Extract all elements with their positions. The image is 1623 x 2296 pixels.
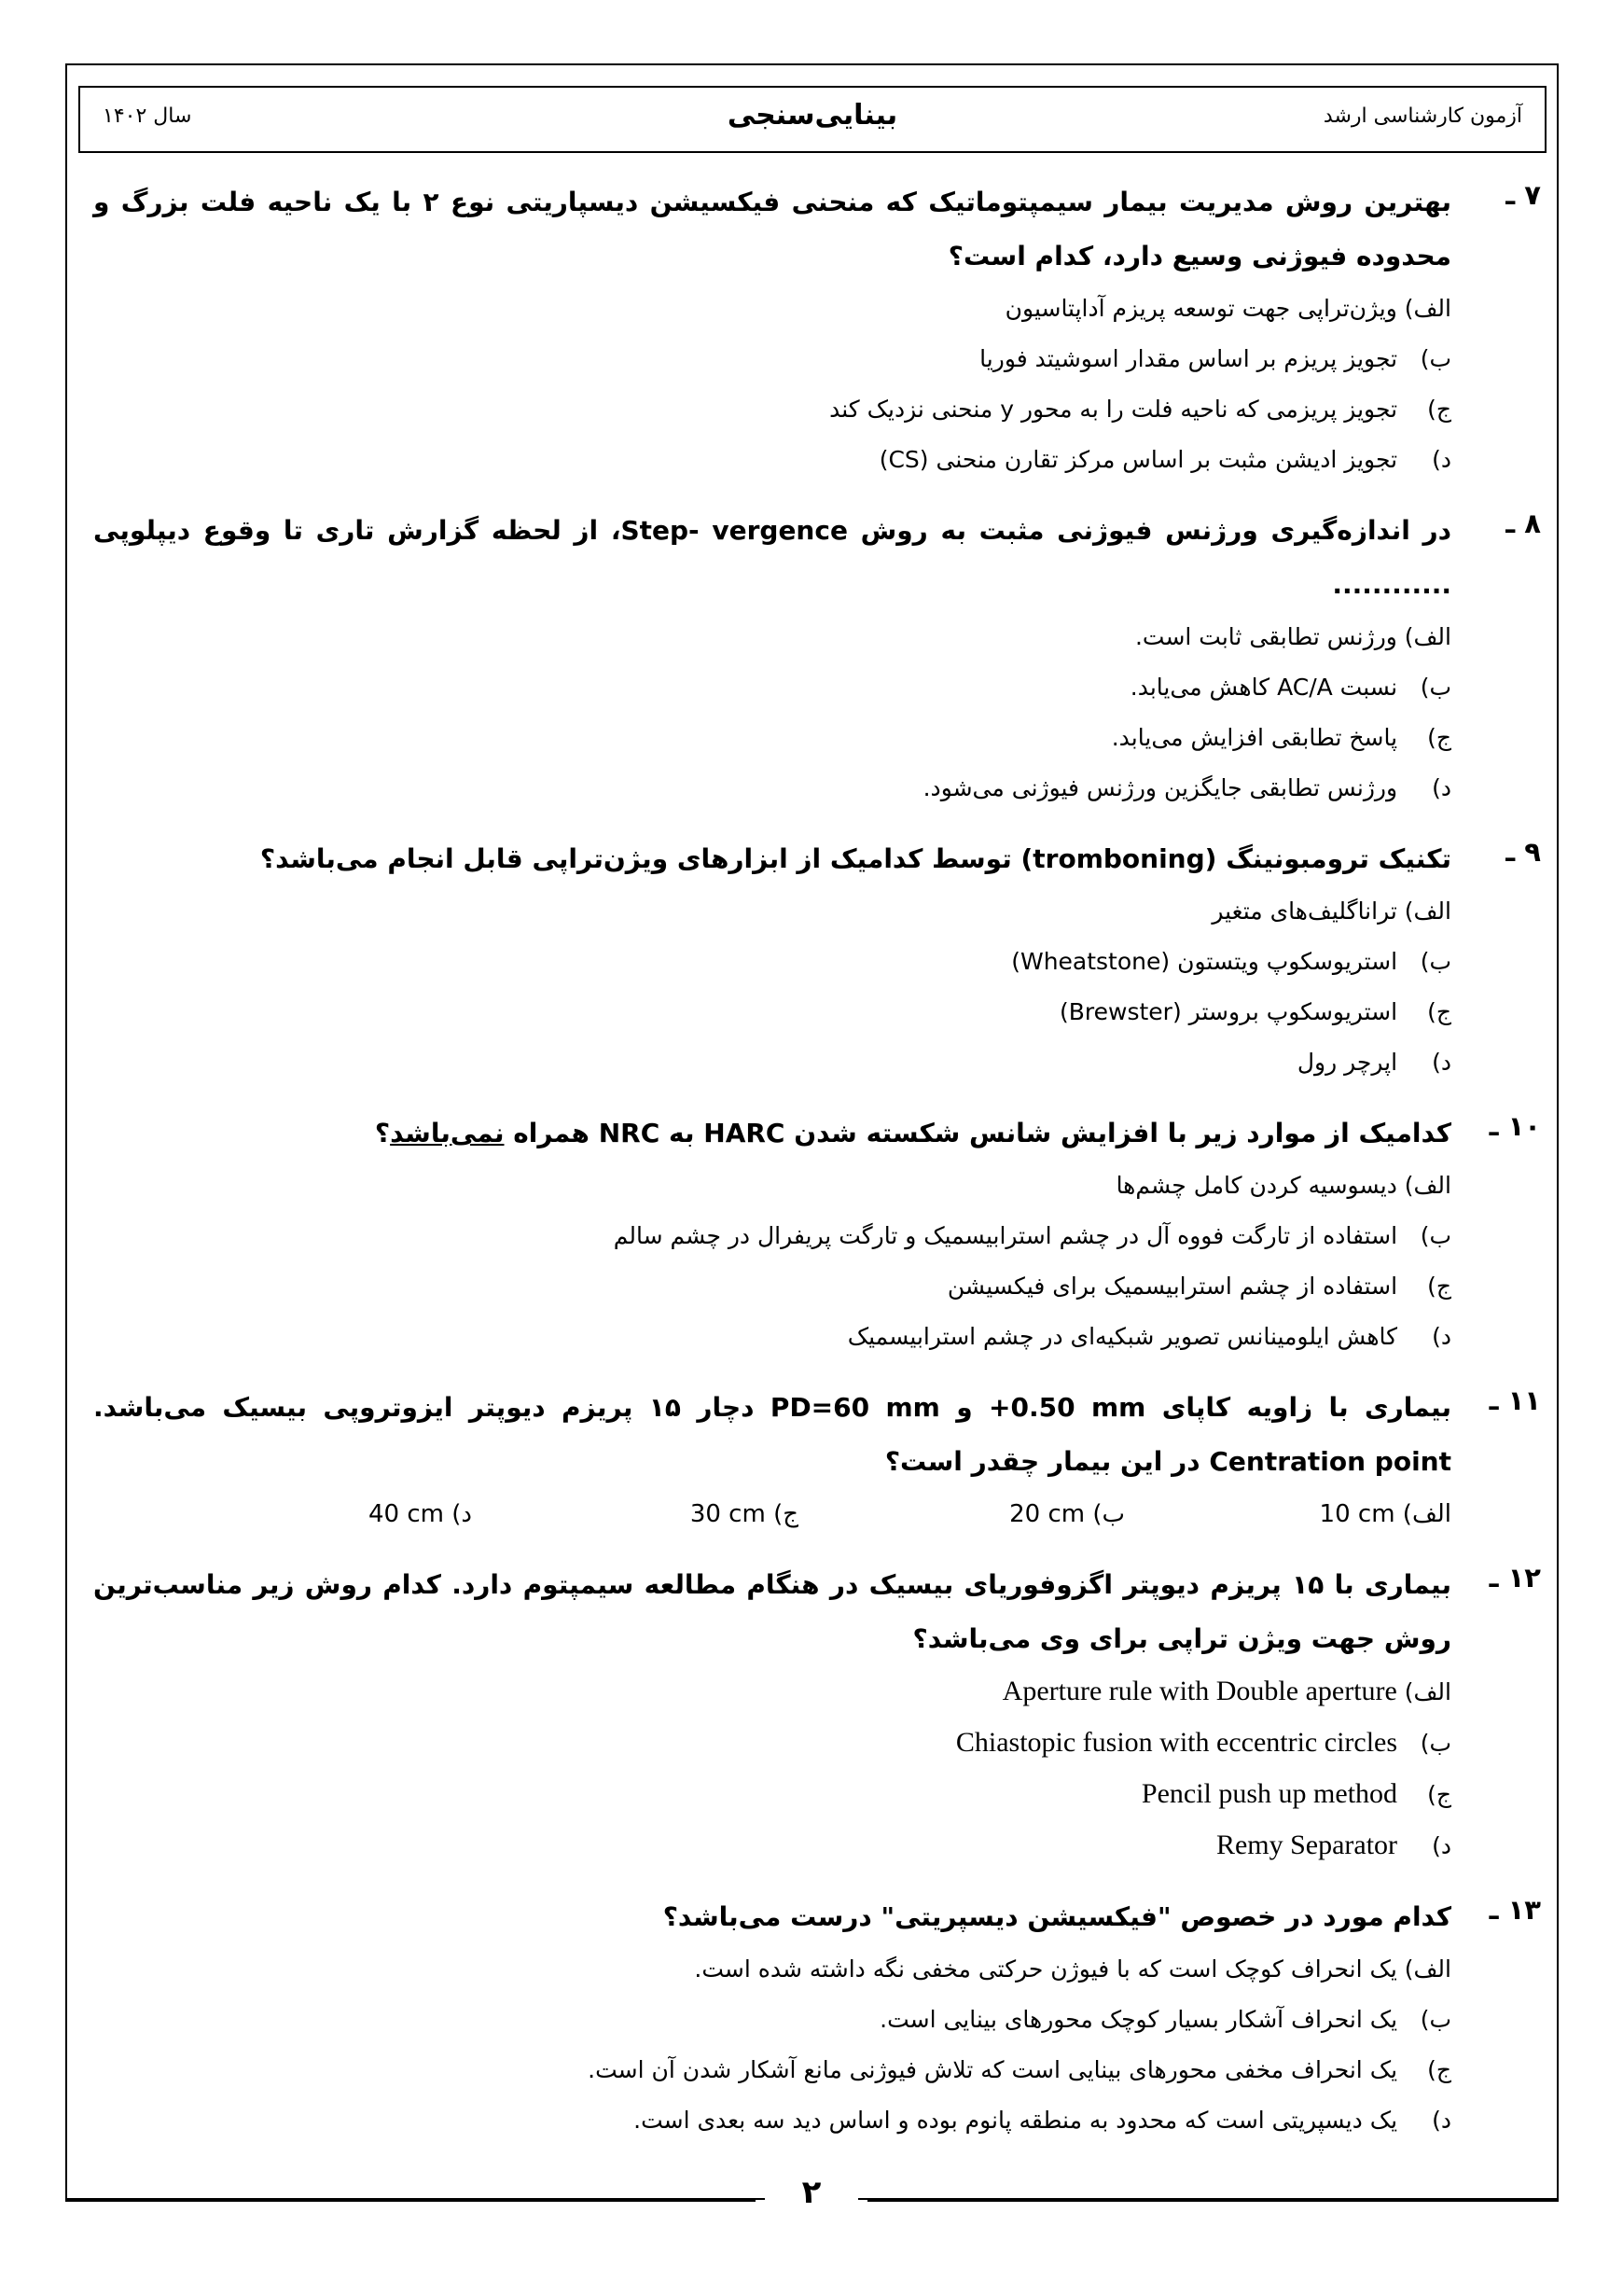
- option-a[interactable]: الف) 10 cm: [1319, 1500, 1451, 1528]
- page-header: [78, 86, 1547, 153]
- option-c[interactable]: ج) استفاده از چشم استرابیسمیک برای فیکسیشن: [947, 1273, 1451, 1300]
- questions-list: [93, 175, 1541, 2164]
- option-b[interactable]: ب) استفاده از تارگت فووه آل در چشم استرابیسمیک و تارگت پریفرال در چشم سالم: [613, 1222, 1451, 1249]
- question-stem: بهترین روش مدیریت بیمار سیمپتوماتیک که منحنی فیکسیشن دیسپاریتی نوع ۲ با یک ناحیه فلت بزرگ و محدوده فیوژنی وسیع دارد، کدام است؟: [93, 187, 1451, 271]
- footer-rule-right: [867, 2200, 1559, 2202]
- option-d[interactable]: د) 40 cm: [368, 1500, 472, 1528]
- option-d[interactable]: د) کاهش ایلومینانس تصویر شبکیه‌ای در چشم استرابیسمیک: [847, 1323, 1451, 1350]
- question-number: ۹ ـ: [1505, 836, 1541, 868]
- underlined-negation: نمی‌باشد: [390, 1118, 505, 1148]
- option-a[interactable]: الف) دیسوسیه کردن کامل چشم‌ها: [1116, 1172, 1451, 1199]
- question-stem: تکنیک ترومبونینگ (tromboning) توسط کدامیک از ابزارهای ویژن‌تراپی قابل انجام می‌باشد؟: [259, 843, 1451, 874]
- exam-title: آزمون کارشناسی ارشد: [1323, 104, 1522, 128]
- option-d[interactable]: د) تجویز ادیشن مثبت بر اساس مرکز تقارن منحنی (CS): [879, 446, 1451, 473]
- option-d[interactable]: د) اپرچر رول: [1297, 1049, 1451, 1076]
- option-a[interactable]: الف) ویژن‌تراپی جهت توسعه پریزم آداپتاسیون: [1005, 295, 1451, 322]
- question-stem: کدامیک از موارد زیر با افزایش شانس شکسته شدن HARC به NRC همراه نمی‌باشد؟: [374, 1118, 1451, 1148]
- question-11: [93, 1381, 1541, 1539]
- page-number: ۲: [765, 2174, 858, 2211]
- exam-year: سال ۱۴۰۲: [103, 104, 192, 128]
- option-c[interactable]: ج) استریوسکوپ بروستر (Brewster): [1060, 998, 1451, 1025]
- options-row: [93, 1489, 1451, 1539]
- question-number: ۱۱ ـ: [1489, 1385, 1541, 1416]
- option-b[interactable]: ب) نسبت AC/A کاهش می‌یابد.: [1130, 674, 1451, 701]
- option-a[interactable]: الف) Aperture rule with Double aperture: [1002, 1676, 1451, 1706]
- option-a[interactable]: الف) یک انحراف کوچک است که با فیوژن حرکتی مخفی نگه داشته شده است.: [694, 1955, 1451, 1983]
- question-8: [93, 504, 1541, 814]
- option-a[interactable]: الف) ورژنس تطابقی ثابت است.: [1134, 623, 1451, 650]
- option-c[interactable]: ج) Pencil push up method: [1141, 1778, 1451, 1809]
- option-c[interactable]: ج) یک انحراف مخفی محورهای بینایی است که تلاش فیوژنی مانع آشکار شدن آن است.: [588, 2056, 1451, 2083]
- question-number: ۱۰ ـ: [1489, 1110, 1541, 1142]
- option-c[interactable]: ج) 30 cm: [689, 1500, 798, 1528]
- question-number: ۷ ـ: [1505, 179, 1541, 211]
- option-b[interactable]: ب) 20 cm: [1009, 1500, 1125, 1528]
- question-stem: بیماری با ۱۵ پریزم دیوپتر اگزوفوریای بیسیک در هنگام مطالعه سیمپتوم دارد. کدام روش زیر مناسب‌ترین روش جهت ویژن تراپی برای وی می‌باشد؟: [93, 1569, 1451, 1654]
- question-10: [93, 1106, 1541, 1362]
- option-c[interactable]: ج) پاسخ تطابقی افزایش می‌یابد.: [1111, 724, 1451, 751]
- question-stem: کدام مورد در خصوص "فیکسیشن دیسپریتی" درست می‌باشد؟: [662, 1901, 1451, 1932]
- option-b[interactable]: ب) تجویز پریزم بر اساس مقدار اسوشیتد فوریا: [979, 345, 1451, 372]
- question-number: ۱۲ ـ: [1489, 1562, 1541, 1593]
- option-a[interactable]: الف) ترانا‌گلیف‌های متغیر: [1212, 898, 1451, 925]
- question-13: [93, 1890, 1541, 2146]
- option-b[interactable]: ب) یک انحراف آشکار بسیار کوچک محورهای بینایی است.: [880, 2006, 1451, 2033]
- question-number: ۸ ـ: [1505, 508, 1541, 539]
- option-d[interactable]: د) Remy Separator: [1215, 1830, 1451, 1860]
- subject-title: بینایی‌سنجی: [727, 99, 898, 132]
- option-b[interactable]: ب) استریوسکوپ ویتستون (Wheatstone): [1011, 948, 1451, 975]
- question-stem: در اندازه‌گیری ورژنس فیوژنی مثبت به روش Step- vergence، از لحظه گزارش تاری تا وقوع دیپلوپی ............: [93, 515, 1451, 600]
- question-12: [93, 1558, 1541, 1872]
- option-d[interactable]: د) یک دیسپریتی است که محدود به منطقه پانوم بوده و اساس دید سه بعدی است.: [633, 2107, 1451, 2134]
- footer-rule-left: [65, 2200, 756, 2202]
- question-stem: بیماری با زاویه کاپای ‎+0.50 mm‎ و ‎PD=60 mm‎ دچار ۱۵ پریزم دیوپتر ایزوتروپی بیسیک می‌باشد. Centration point در این بیمار چقدر است؟: [93, 1392, 1451, 1477]
- option-d[interactable]: د) ورژنس تطابقی جایگزین ورژنس فیوژنی می‌شود.: [922, 774, 1451, 801]
- option-b[interactable]: ب) Chiastopic fusion with eccentric circles: [955, 1727, 1451, 1758]
- page-footer: [0, 2174, 1623, 2226]
- question-7: [93, 175, 1541, 485]
- option-c[interactable]: ج) تجویز پریزمی که ناحیه فلت را به محور y منحنی نزدیک کند: [829, 396, 1451, 423]
- question-number: ۱۳ ـ: [1489, 1894, 1541, 1926]
- question-9: [93, 832, 1541, 1088]
